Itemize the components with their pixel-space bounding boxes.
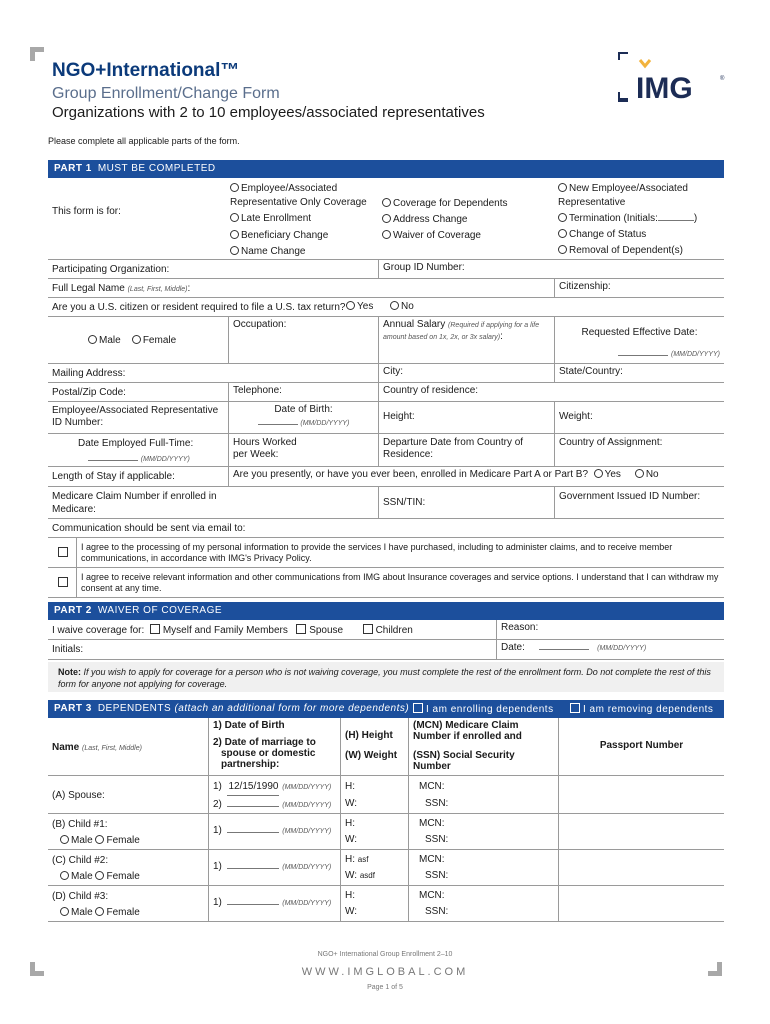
enrolling-option: I am enrolling dependents (413, 703, 554, 715)
part3-header (48, 700, 724, 718)
part3-title: DEPENDENTS (97, 703, 172, 714)
part3-hint: (attach an additional form for more dependents) (174, 703, 410, 714)
waive-spouse-checkbox[interactable] (296, 624, 306, 634)
radio-beneficiary-change[interactable] (230, 230, 239, 239)
annual-salary-label: Annual Salary (383, 319, 446, 330)
medicare-num-label: Medicare Claim Number if enrolled in Medicare: (52, 491, 217, 515)
state-label: State/Country: (559, 366, 623, 377)
spouse-dates-cell[interactable]: 1) 12/15/1990 (MM/DD/YYYY) 2) (MM/DD/YYYY) (208, 776, 340, 813)
radio-child3-male[interactable] (60, 907, 69, 916)
part1-number: PART 1 (54, 163, 92, 174)
dob-format: (MM/DD/YYYY) (300, 420, 350, 427)
child1-hw-cell[interactable]: H: W: (340, 814, 408, 849)
gender-occupation-row (48, 317, 724, 364)
effective-date-label: Requested Effective Date: (581, 327, 698, 338)
col-passport-header: Passport Number (558, 718, 724, 775)
radio-medicare-no[interactable] (635, 469, 644, 478)
radio-removal-dependent[interactable] (558, 245, 567, 254)
country-assign-label: Country of Assignment: (559, 437, 663, 448)
radio-coverage-dependents[interactable] (382, 198, 391, 207)
consent2-text: I agree to receive relevant information and other communications from IMG about Insurance coverages and service options. I understand that I can withdraw my consent at any time. (76, 568, 724, 597)
removing-checkbox[interactable] (570, 703, 580, 713)
part1-header (48, 160, 724, 178)
form-type-col3 (558, 182, 718, 258)
country-res-label: Country of residence: (383, 385, 479, 396)
corner-mark-top-left (30, 47, 44, 61)
email-label: Communication should be sent via email to: (52, 523, 246, 534)
radio-child3-female[interactable] (95, 907, 104, 916)
opt-coverage-dependents-label: Coverage for Dependents (393, 198, 508, 209)
waive-date-label: Date: (501, 642, 525, 653)
postal-label: Postal/Zip Code: (52, 387, 126, 398)
termination-close: ) (693, 213, 698, 224)
gov-id-label: Government Issued ID Number: (559, 491, 701, 502)
email-row[interactable] (48, 519, 724, 538)
length-stay-row (48, 467, 724, 487)
child2-hw-cell[interactable]: H: asf W: asdf (340, 850, 408, 885)
dependent-row-child2 (48, 850, 724, 886)
employment-row (48, 434, 724, 467)
occupation-cell[interactable] (228, 317, 378, 363)
postal-row (48, 383, 724, 402)
logo-registered: ® (720, 76, 725, 82)
note-text: If you wish to apply for coverage for a person who is not waiving coverage, you must complete the rest of the enrollment form. Do not complete the rest of this form for anyone not applying for coverage. (58, 667, 711, 689)
group-id-cell[interactable] (378, 260, 724, 278)
radio-us-yes[interactable] (346, 301, 355, 310)
mailing-row (48, 364, 724, 383)
hours-label: Hours Worked per Week: (233, 437, 297, 460)
departure-label: Departure Date from Country of Residence: (383, 437, 524, 460)
gender-options: Male Female (88, 335, 176, 346)
waive-options: I waive coverage for: Myself and Family Members Spouse Children (52, 625, 413, 636)
initials-label[interactable]: Initials: (52, 644, 84, 655)
radio-name-change[interactable] (230, 246, 239, 255)
ssn-tin-label: SSN/TIN: (383, 497, 426, 508)
opt-removal-label: Removal of Dependent(s) (569, 245, 683, 256)
radio-child1-female[interactable] (95, 835, 104, 844)
radio-late-enrollment[interactable] (230, 213, 239, 222)
emp-id-label: Employee/Associated Representative ID Number: (52, 405, 219, 428)
radio-address-change[interactable] (382, 214, 391, 223)
us-citizen-row (48, 298, 724, 317)
height-cell[interactable] (378, 402, 554, 433)
dependent-row-spouse (48, 776, 724, 814)
child1-dob-cell[interactable]: 1) (MM/DD/YYYY) (208, 814, 340, 849)
spouse-label: (A) Spouse: (52, 790, 105, 801)
spouse-hw-cell[interactable]: H: W: (340, 776, 408, 813)
child1-passport-cell[interactable] (558, 814, 724, 849)
form-title: NGO+International™ (52, 60, 240, 81)
footer-page-number: Page 1 of 5 (367, 984, 403, 991)
dob-cell[interactable] (228, 402, 378, 433)
us-citizen-question: Are you a U.S. citizen or resident required to file a U.S. tax return? (52, 302, 346, 313)
country-assign-cell[interactable] (554, 434, 724, 466)
date-employed-label: Date Employed Full-Time: (78, 438, 194, 449)
spouse-dob-value: 12/15/1990 (227, 778, 279, 796)
opt-new-employee-label: New Employee/Associated Representative (558, 183, 688, 208)
group-id-label: Group ID Number: (383, 262, 465, 273)
consent1-row (48, 538, 724, 568)
child2-label: (C) Child #2: Male Female (52, 855, 140, 882)
name-row (48, 279, 724, 298)
radio-us-no[interactable] (390, 301, 399, 310)
part2-number: PART 2 (54, 605, 92, 616)
form-subtitle: Group Enrollment/Change Form (52, 85, 280, 102)
country-res-cell[interactable] (378, 383, 724, 401)
waive-children-checkbox[interactable] (363, 624, 373, 634)
radio-new-employee[interactable] (558, 183, 567, 192)
opt-late-enrollment-label: Late Enrollment (241, 213, 312, 224)
radio-change-status[interactable] (558, 229, 567, 238)
note-label: Note: (58, 667, 81, 677)
opt-termination-label: Termination (Initials: (569, 213, 658, 224)
reason-label: Reason: (501, 622, 539, 633)
child3-label: (D) Child #3: Male Female (52, 891, 140, 918)
col-mcn-header: (MCN) Medicare Claim Number if enrolled and (SSN) Social Security Number (408, 718, 558, 775)
effective-date-cell[interactable] (554, 317, 724, 363)
dependents-header-row (48, 718, 724, 776)
annual-salary-hint: (Required if applying for a life amount based on 1x, 2x, or 3x salary) (383, 322, 540, 341)
full-name-label: Full Legal Name (Last, First, Middle): (52, 283, 191, 294)
hours-cell[interactable] (228, 434, 308, 466)
date-employed-format: (MM/DD/YYYY) (140, 456, 190, 463)
child2-mcn-cell[interactable]: MCN: SSN: (408, 850, 558, 885)
child3-hw-cell[interactable]: H: W: (340, 886, 408, 921)
medicare-row (48, 487, 724, 519)
removing-option: I am removing dependents (570, 703, 713, 715)
waiver-note (48, 662, 724, 692)
form-type-row (48, 178, 724, 260)
child2-passport-cell[interactable] (558, 850, 724, 885)
radio-child2-female[interactable] (95, 871, 104, 880)
occupation-label: Occupation: (233, 319, 287, 330)
org-row (48, 260, 724, 279)
opt-change-status-label: Change of Status (569, 229, 647, 240)
radio-female[interactable] (132, 335, 141, 344)
opt-emp-only-label: Employee/Associated Representative Only Coverage (230, 183, 367, 208)
form-type-col2 (382, 196, 508, 244)
part2-header (48, 602, 724, 620)
citizenship-cell[interactable] (554, 279, 724, 297)
departure-cell[interactable] (378, 434, 554, 466)
participating-org-label: Participating Organization: (52, 264, 170, 275)
child2-dob-cell[interactable]: 1) (MM/DD/YYYY) (208, 850, 340, 885)
consent1-text: I agree to the processing of my personal information to provide the services I have purchased, including to administer claims, and to receive member communications, in accordance with IMG's Privacy Policy. (76, 538, 724, 567)
radio-medicare-yes[interactable] (594, 469, 603, 478)
full-name-hint: (Last, First, Middle) (127, 286, 188, 293)
waive-self-checkbox[interactable] (150, 624, 160, 634)
us-citizen-options: Yes No (346, 301, 414, 312)
radio-child1-male[interactable] (60, 835, 69, 844)
gov-id-cell[interactable] (554, 487, 724, 518)
weight-cell[interactable] (554, 402, 724, 433)
ssn-tin-cell[interactable] (378, 487, 554, 518)
city-cell[interactable] (378, 364, 554, 382)
termination-initials-field[interactable] (658, 213, 694, 221)
part2-title: WAIVER OF COVERAGE (97, 605, 223, 616)
dependent-row-child1 (48, 814, 724, 850)
dependent-row-child3 (48, 886, 724, 922)
img-logo (618, 52, 728, 102)
telephone-cell[interactable] (228, 383, 378, 401)
part3-number: PART 3 (54, 703, 92, 714)
intro-text: Please complete all applicable parts of the form. (48, 136, 240, 146)
radio-waiver[interactable] (382, 230, 391, 239)
form-type-col1 (230, 182, 380, 259)
child3-passport-cell[interactable] (558, 886, 724, 921)
annual-salary-cell[interactable]: Annual Salary (Required if applying for a life amount based on 1x, 2x, or 3x salary): (378, 317, 554, 363)
waive-label: I waive coverage for: (52, 625, 145, 636)
spouse-mcn-cell[interactable]: MCN: SSN: (408, 776, 558, 813)
logo-text: IMG (636, 72, 693, 102)
footer-form-name: NGO+ International Group Enrollment 2–10 (317, 951, 453, 958)
col-dob-header: 1) Date of Birth 2) Date of marriage to spouse or domestic partnership: (208, 718, 340, 775)
child3-dob-cell[interactable]: 1) (MM/DD/YYYY) (208, 886, 340, 921)
part1-title: MUST BE COMPLETED (97, 163, 216, 174)
consent2-row (48, 568, 724, 598)
child2-height-value: asf (357, 855, 369, 864)
spouse-passport-cell[interactable] (558, 776, 724, 813)
id-row (48, 402, 724, 434)
child2-weight-value: asdf (359, 871, 375, 880)
opt-waiver-label: Waiver of Coverage (393, 230, 481, 241)
waive-date-cell[interactable]: Date: (MM/DD/YYYY) (496, 640, 724, 659)
consent2-checkbox[interactable] (58, 577, 68, 587)
dob-label: Date of Birth: (274, 404, 333, 415)
enrolling-checkbox[interactable] (413, 703, 423, 713)
child1-label: (B) Child #1: Male Female (52, 819, 140, 846)
length-stay-label: Length of Stay if applicable: (52, 471, 175, 482)
opt-name-change-label: Name Change (241, 246, 306, 257)
opt-beneficiary-label: Beneficiary Change (241, 230, 329, 241)
height-label: Height: (383, 411, 415, 422)
col-name-header: Name (Last, First, Middle) (52, 742, 142, 753)
child3-mcn-cell[interactable]: MCN: SSN: (408, 886, 558, 921)
medicare-question: Are you presently, or have you ever been, enrolled in Medicare Part A or Part B? (233, 469, 589, 480)
footer-website[interactable]: WWW.IMGLOBAL.COM (301, 966, 469, 978)
weight-label: Weight: (559, 411, 593, 422)
telephone-label: Telephone: (233, 385, 282, 396)
radio-child2-male[interactable] (60, 871, 69, 880)
city-label: City: (383, 366, 403, 377)
effective-date-format: (MM/DD/YYYY) (671, 351, 720, 358)
opt-address-change-label: Address Change (393, 214, 468, 225)
radio-termination[interactable] (558, 213, 567, 222)
medicare-question-cell: Are you presently, or have you ever been, enrolled in Medicare Part A or Part B? Yes No (228, 467, 724, 486)
form-subtitle-organizations: Organizations with 2 to 10 employees/associated representatives (52, 104, 485, 121)
consent1-checkbox[interactable] (58, 547, 68, 557)
radio-emp-only[interactable] (230, 183, 239, 192)
child1-mcn-cell[interactable]: MCN: SSN: (408, 814, 558, 849)
form-for-label: This form is for: (52, 206, 121, 217)
mailing-label: Mailing Address: (52, 368, 126, 379)
initials-row (48, 640, 724, 660)
radio-male[interactable] (88, 335, 97, 344)
state-cell[interactable] (554, 364, 724, 382)
col-hw-header: (H) Height (W) Weight (340, 718, 408, 775)
reason-cell[interactable] (496, 620, 724, 639)
citizenship-label: Citizenship: (559, 281, 611, 292)
waive-row (48, 620, 724, 640)
